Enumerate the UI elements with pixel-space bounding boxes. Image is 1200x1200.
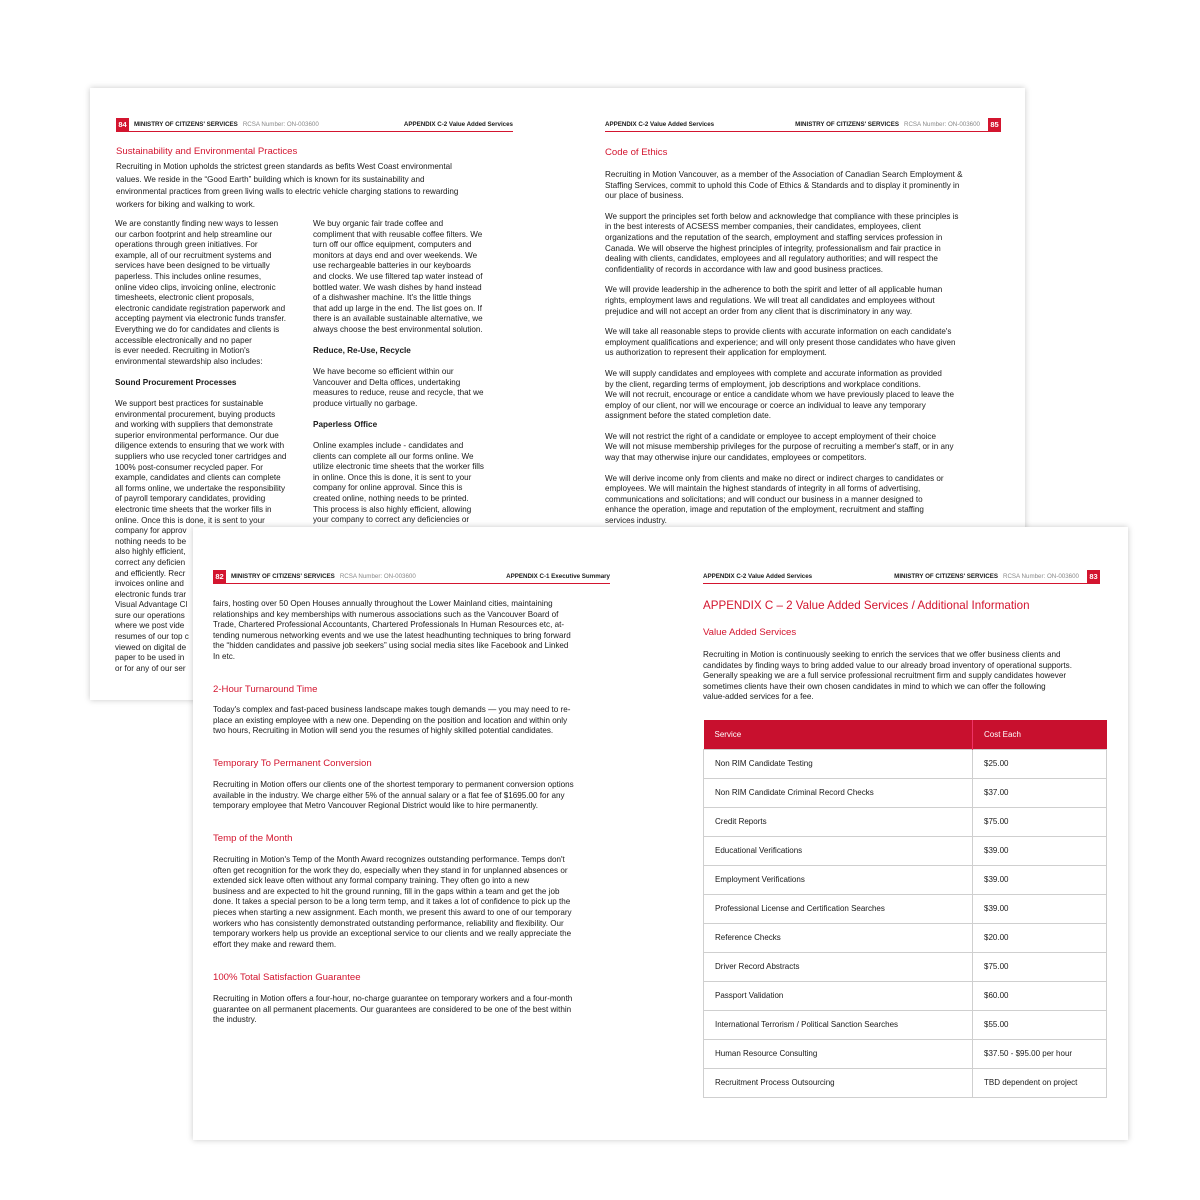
rcsa-number: RCSA Number: ON-003600 [242, 121, 319, 128]
section-title: Value Added Services [703, 627, 797, 638]
table-row [704, 1068, 1107, 1097]
section-title: Code of Ethics [605, 147, 668, 158]
body-paragraph: Online examples include - candidates and clients can complete all our forms online. We utilize electronic time sheets that the worker fills in online. Once this is done, it is sent to your company for online approval. Since this is created online, nothing needs to be printed. This process is also highly efficient, allowing your company to correct any deficiencies or [313, 441, 484, 525]
body-paragraph: We will take all reasonable steps to provide clients with accurate information on each candidate's employment qualifications and experience; and will only present those candidates who have given us authorization to represent their application for employment. [605, 327, 956, 358]
table-row [704, 952, 1107, 981]
ministry-label: MINISTRY OF CITIZENS' SERVICES [134, 121, 238, 128]
page-number: 84 [116, 118, 129, 131]
body-paragraph: Recruiting in Motion offers our clients one of the shortest temporary to permanent conversion options available in the industry. We charge either 5% of the annual salary or a flat fee of $1695.00 for any temporary employee that Metro Vancouver Regional District would like to hire permanently. [213, 780, 574, 811]
page-number: 83 [1087, 570, 1100, 583]
appendix-label: APPENDIX C-1 Executive Summary [506, 573, 610, 580]
body-paragraph: We have become so efficient within our Vancouver and Delta offices, undertaking measures to reduce, reuse and recycle, that we produce virtually no garbage. [313, 367, 484, 408]
intro-paragraph: Recruiting in Motion is continuously seeking to enrich the services that we offer business clients and candidates by finding ways to bring added value to our already broad inventory of operational supports. Generally speaking we are a full service professional recruitment firm and supply candidates however sometimes clients have their own chosen candidates in mind to which we can offer the following value-added services for a fee. [703, 650, 1072, 702]
rcsa-number: RCSA Number: ON-003600 [903, 121, 980, 128]
subheading: Sound Procurement Processes [115, 378, 237, 387]
page-header [213, 570, 610, 584]
cost-cell: $25.00 [973, 749, 1107, 778]
body-paragraph: We support the principles set forth below and acknowledge that compliance with these principles is in the best interests of ACSESS member companies, their candidates, employees, client organizations and the reputation of the search, employment and staffing services profession in Canada. We will observe the highest principles of integrity, professionalism and fair practice in dealing with clients, candidates, employees and all regulatory authorities; and will respect the confidentiality of records in accordance with law and good business practices. [605, 211, 959, 274]
rcsa-number: RCSA Number: ON-003600 [1002, 573, 1079, 580]
section-title: Temp of the Month [213, 833, 293, 844]
cost-cell: $39.00 [973, 865, 1107, 894]
page-header [703, 570, 1100, 584]
cost-cell: $60.00 [973, 981, 1107, 1010]
page-header [116, 118, 513, 132]
body-paragraph: We will derive income only from clients and make no direct or indirect charges to candidates or employees. We will maintain the highest standards of integrity in all forms of advertising, communications and solicitations; and will conduct our business in a manner designed to enhance the operation, image and reputation of the employment, recruitment and staffing services industry. [605, 473, 944, 526]
column-header-service: Service [704, 720, 973, 749]
service-cell: Recruitment Process Outsourcing [704, 1068, 973, 1097]
cost-cell: $55.00 [973, 1010, 1107, 1039]
body-paragraph: Recruiting in Motion offers a four-hour, no-charge guarantee on temporary workers and a four-month guarantee on all permanent placements. Our guarantees are considered to be one of the best within the industry. [213, 994, 573, 1025]
body-paragraph: Today's complex and fast-paced business landscape makes tough demands — you may need to re- place an existing employee with a new one. Depending on the position and location and within only two hours, Recruiting in Motion will send you the resumes of highly skilled potential candidates. [213, 705, 571, 736]
ethics-body [605, 170, 1005, 527]
table-row [704, 807, 1107, 836]
table-row [704, 778, 1107, 807]
section-title: Sustainability and Environmental Practices [116, 146, 298, 157]
service-cell: Passport Validation [704, 981, 973, 1010]
ministry-label: MINISTRY OF CITIZENS' SERVICES [231, 573, 335, 580]
cost-cell: $20.00 [973, 923, 1107, 952]
service-cell: Non RIM Candidate Criminal Record Checks [704, 778, 973, 807]
body-paragraph: Recruiting in Motion's Temp of the Month Award recognizes outstanding performance. Temps don't often get recognition for the work they do, especially when they stand in for unplanned absences or extended sick leave often without any formal company training. They often go into a new business and are expected to hit the ground running, fill in the gaps within a team and get the job done. It takes a special person to be a long term temp, and it takes a lot of confidence to pick up the pieces when starting a new assignment. Each month, we present this award to one of our temporary workers who has consistently demonstrated outstanding performance, reliability and flexibility. Our temporary workers help us provide an exceptional service to our clients and we really appreciate the effort they make and reward them. [213, 855, 572, 949]
table-row [704, 1010, 1107, 1039]
cost-cell: TBD dependent on project [973, 1068, 1107, 1097]
body-paragraph: We support best practices for sustainable environmental procurement, buying products and working with suppliers that demonstrate superior environmental performance. Our due diligence extends to ensuring that we work with suppliers who use recycled toner cartridges and 100% post-consumer recycled paper. For example, candidates and clients can complete all forms online, we undertake the responsibility of payroll temporary candidates, providing electronic time sheets that the worker fills in online. Once this is done, it is sent to your company for approv nothing needs to be also highly efficient, correct any deficien and efficiently. Recr invoices online and electronic funds trar Visual Advantage Cl sure our operations where we post vide resumes of our top c viewed on digital de paper to be used in or for any of our ser [115, 399, 287, 673]
cost-cell: $75.00 [973, 952, 1107, 981]
body-paragraph: We will provide leadership in the adherence to both the spirit and letter of all applicable human rights, employment laws and regulations. We will treat all candidates and employees without prejudice and will not accept an order from any client that is discriminatory in any way. [605, 285, 943, 316]
cost-cell: $37.00 [973, 778, 1107, 807]
appendix-label: APPENDIX C-2 Value Added Services [403, 121, 513, 128]
subheading: Reduce, Re-Use, Recycle [313, 346, 411, 355]
cost-cell: $39.00 [973, 836, 1107, 865]
section-title: 100% Total Satisfaction Guarantee [213, 972, 361, 983]
service-cell: Human Resource Consulting [704, 1039, 973, 1068]
service-cell: Employment Verifications [704, 865, 973, 894]
table-row [704, 1039, 1107, 1068]
body-paragraph: We will not restrict the right of a candidate or employee to accept employment of their choice We will not misuse membership privileges for the purpose of recruiting a member's staff, or in any way that may otherwise injure our candidates, employees or competitors. [605, 431, 954, 463]
body-paragraph: We will supply candidates and employees with complete and accurate information as provided by the client, regarding terms of employment, job descriptions and workplace conditions. We will not recruit, encourage or entice a candidate whom we have previously placed to leave the employ of our client, nor will we encourage or coerce an individual to leave any temporary assignment before the stated completion date. [605, 368, 954, 421]
column-header-cost: Cost Each [973, 720, 1107, 749]
page-number: 85 [988, 118, 1001, 131]
table-row [704, 923, 1107, 952]
cost-cell: $75.00 [973, 807, 1107, 836]
section-title: Temporary To Permanent Conversion [213, 758, 372, 769]
service-cell: Driver Record Abstracts [704, 952, 973, 981]
service-cell: Credit Reports [704, 807, 973, 836]
service-cell: Educational Verifications [704, 836, 973, 865]
table-row [704, 836, 1107, 865]
ministry-label: MINISTRY OF CITIZENS' SERVICES [894, 573, 998, 580]
service-cell: Reference Checks [704, 923, 973, 952]
page-number: 82 [213, 570, 226, 583]
intro-paragraph: Recruiting in Motion upholds the strictest green standards as befits West Coast environmental values. We reside in the “Good Earth” building which is known for its sustainability and environmental practices from green living walls to electric vehicle charging stations to rewarding workers for biking and walking to work. [116, 162, 459, 209]
bottom-spread [193, 527, 1128, 1140]
body-paragraph: We buy organic fair trade coffee and compliment that with reusable coffee filters. We turn off our office equipment, computers and monitors at days end and over weekends. We use rechargeable batteries in our keyboards and clocks. We use filtered tap water instead of bottled water. We wash dishes by hand instead of a dishwasher machine. It's the little things that add up large in the end. The list goes on. If there is an available sustainable alternative, we always choose the best environmental solution. [313, 219, 483, 334]
table-row [704, 981, 1107, 1010]
subheading: Paperless Office [313, 420, 378, 429]
appendix-label: APPENDIX C-2 Value Added Services [605, 121, 715, 128]
appendix-title: APPENDIX C – 2 Value Added Services / Additional Information [703, 599, 1030, 612]
appendix-label: APPENDIX C-2 Value Added Services [703, 573, 813, 580]
body-paragraph: Recruiting in Motion Vancouver, as a member of the Association of Canadian Search Employment & Staffing Services, commit to uphold this Code of Ethics & Standards and to display it prominently in our place of business. [605, 170, 963, 201]
cost-cell: $39.00 [973, 894, 1107, 923]
value-added-services-table [703, 720, 1107, 1098]
rcsa-number: RCSA Number: ON-003600 [339, 573, 416, 580]
intro-paragraph: fairs, hosting over 50 Open Houses annually throughout the Lower Mainland cities, maintaining relationships and key memberships with numerous associations such as the Vancouver Board of Trade, Chartered Professional Accountants, Chartered Professionals In Human Resources etc, at- tending numerous networking events and we use the latest headhunting techniques to bring forward the “hidden candidates and passive job seekers” using social media sites like Facebook and Linked In etc. [213, 599, 571, 661]
service-cell: Professional License and Certification Searches [704, 894, 973, 923]
table-row [704, 865, 1107, 894]
cost-cell: $37.50 - $95.00 per hour [973, 1039, 1107, 1068]
body-paragraph: We are constantly finding new ways to lessen our carbon footprint and help streamline our operations through green initiatives. For example, all of our recruitment systems and services have been designed to be virtually paperless. This includes online resumes, online video clips, invoicing online, electronic timesheets, electronic client proposals, electronic candidate registration paperwork and accepting payment via electronic funds transfer. Everything we do for candidates and clients is accessible electronically and no paper is ever needed. Recruiting in Motion's environmental stewardship also includes: [115, 219, 286, 366]
service-cell: International Terrorism / Political Sanction Searches [704, 1010, 973, 1039]
page-83 [660, 527, 1128, 1140]
service-cell: Non RIM Candidate Testing [704, 749, 973, 778]
page-82 [193, 527, 660, 1140]
page-header [605, 118, 1001, 132]
table-row [704, 749, 1107, 778]
ministry-label: MINISTRY OF CITIZENS' SERVICES [795, 121, 899, 128]
table-row [704, 894, 1107, 923]
section-title: 2-Hour Turnaround Time [213, 684, 318, 695]
